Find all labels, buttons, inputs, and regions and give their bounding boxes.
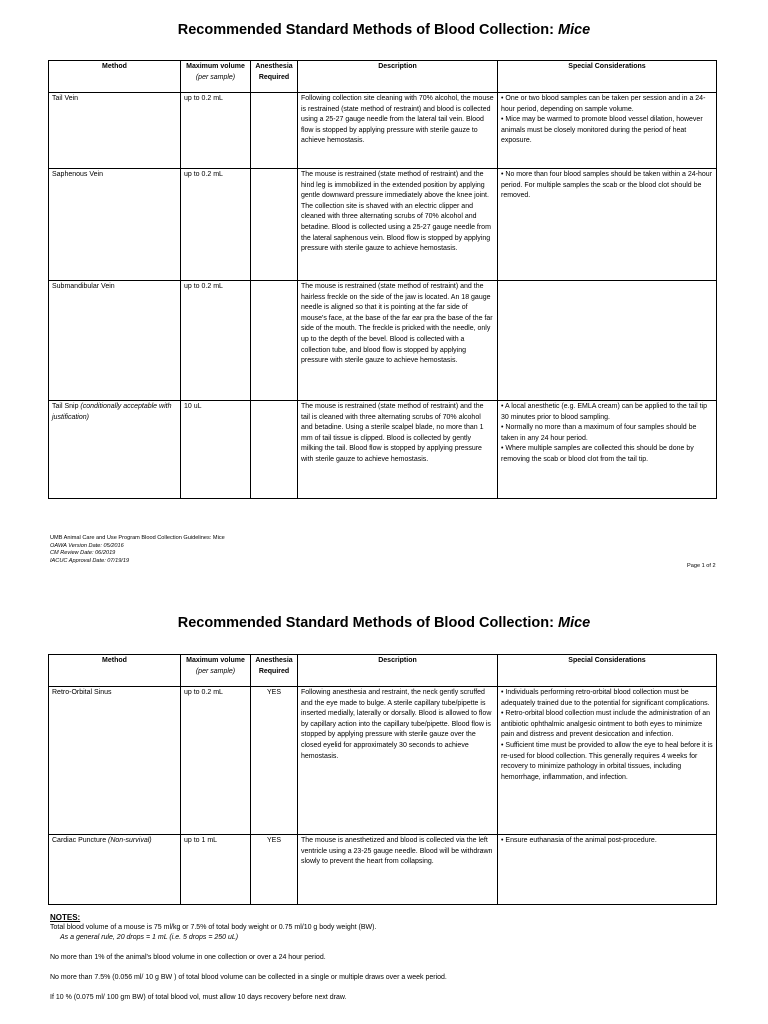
volume-cell: up to 0.2 mL [181,281,251,401]
volume-cell: up to 0.2 mL [181,169,251,281]
method-cell: Submandibular Vein [49,281,181,401]
anesthesia-cell [251,401,298,499]
method-cell: Tail Snip (conditionally acceptable with justification) [49,401,181,499]
special-cell [498,281,717,401]
description-cell: The mouse is restrained (state method of restraint) and the hind leg is immobilized in the extended position by applying gentle downward pressure immediately above the knee joint. The collection site is shaved with an electric clipper and cleaned with three alternating scrubs of 70% alcohol and betadine. Blood is collected using a 25-27 gauge needle from the lateral saphenous vein. Blood flow is stopped by applying pressure with sterile gauze to achieve hemostasis. [298,169,498,281]
description-cell: The mouse is restrained (state method of restraint) and the hairless freckle on the side of the jaw is located. An 18 gauge needle is aligned so that it is pointing at the far side of mouse's face, at the base of the far ear pra the base of the far side of the mouth. The freckle is pricked with the needle, only up to the depth of the bevel. Blood is collected with a collection tube, and blood flow is stopped by applying pressure with sterile gauze to achieve hemostasis. [298,281,498,401]
method-cell: Retro-Orbital Sinus [49,687,181,835]
method-cell: Cardiac Puncture (Non-survival) [49,835,181,905]
page2-title: Recommended Standard Methods of Blood Collection: Mice [177,615,591,631]
anesthesia-cell [251,281,298,401]
header-anesthesia: Anesthesia Required [251,61,298,93]
special-cell: • One or two blood samples can be taken per session and in a 24-hour period, depending on sample volume. • Mice may be warmed to promote blood vessel dilation, however animals must be closely monitored during the period of heat exposure. [498,93,717,169]
special-cell: • No more than four blood samples should be taken within a 24-hour period. For multiple samples the scab or the blood clot should be removed. [498,169,717,281]
header-description: Description [298,61,498,93]
header-max-volume: Maximum volume (per sample) [181,61,251,93]
volume-cell: up to 1 mL [181,835,251,905]
page-number: Page 1 of 2 [687,563,716,569]
page1-blood-collection-table [48,60,717,499]
anesthesia-cell [251,169,298,281]
note-line: No more than 7.5% (0.056 ml/ 10 g BW ) of total blood volume can be collected in a single or multiple draws over a week period. [50,974,447,981]
notes-header: NOTES: [50,913,81,922]
table-row [49,169,717,281]
header-max-volume: Maximum volume (per sample) [181,655,251,687]
table-row [49,835,717,905]
header-special-considerations: Special Considerations [498,655,717,687]
volume-cell: up to 0.2 mL [181,93,251,169]
description-cell: The mouse is anesthetized and blood is collected via the left ventricle using a 23-25 gauge needle. Blood will be withdrawn slowly to prevent the heart from collapsing. [298,835,498,905]
anesthesia-cell [251,93,298,169]
page2-blood-collection-table [48,654,717,905]
anesthesia-cell: YES [251,687,298,835]
table-row [49,401,717,499]
note-line: No more than 1% of the animal's blood volume in one collection or over a 24 hour period. [50,954,326,961]
note-line: As a general rule, 20 drops = 1 mL (i.e. 5 drops = 250 uL) [60,934,239,941]
special-cell: • Ensure euthanasia of the animal post-procedure. [498,835,717,905]
description-cell: Following anesthesia and restraint, the neck gently scruffed and the eye made to bulge. A sterile capillary tube/pipette is inserted medially, laterally or dorsally. Blood is allowed to flow by capillary action into the capillary tube/pipette. Blood flow is stopped by applying pressure with sterile gauze over the closed eyelid for approximately 30 seconds to achieve hemostasis. [298,687,498,835]
notes-section [50,913,730,1003]
special-cell: • Individuals performing retro-orbital blood collection must be adequately trained due to the potential for significant complications. • Retro-orbital blood collection must include the administration of an antibiotic ophthalmic analgesic ointment to both eyes to minimize pain and distress and prevent desiccation and infection. • Sufficient time must be provided to allow the eye to heal before it is re-used for blood collection. This generally requires 4 weeks for recovery to minimize pathology in orbital tissues, including hemorrhage, inflammation, and infection. [498,687,717,835]
table-row [49,281,717,401]
method-cell: Tail Vein [49,93,181,169]
header-method: Method [49,655,181,687]
page1-footer: UMB Animal Care and Use Program Blood Collection Guidelines: Mice OAWA Version Date: 05/2016 CM Review Date: 06/2019 IACUC Approval Date: 07/19/19 [50,535,225,564]
anesthesia-cell: YES [251,835,298,905]
note-line: If 10 % (0.075 ml/ 100 gm BW) of total blood vol, must allow 10 days recovery before next draw. [50,994,347,1001]
page1-title: Recommended Standard Methods of Blood Collection: Mice [177,22,591,38]
description-cell: The mouse is restrained (state method of restraint) and the tail is cleaned with three alternating scrubs of 70% alcohol and betadine. Using a sterile scalpel blade, no more than 1 mm of tail tissue is clipped. Blood is collected by gently milking the tail. Blood flow is stopped by applying pressure with sterile gauze to achieve hemostasis. [298,401,498,499]
header-anesthesia: Anesthesia Required [251,655,298,687]
table-row [49,93,717,169]
volume-cell: up to 0.2 mL [181,687,251,835]
description-cell: Following collection site cleaning with 70% alcohol, the mouse is restrained (state method of restraint) and blood is collected using a 25-27 gauge needle from the lateral tail vein. Blood flow is stopped by applying pressure with sterile gauze to achieve hemostasis. [298,93,498,169]
header-special-considerations: Special Considerations [498,61,717,93]
volume-cell: 10 uL [181,401,251,499]
method-cell: Saphenous Vein [49,169,181,281]
table-row [49,687,717,835]
note-line: Total blood volume of a mouse is 75 ml/kg or 7.5% of total body weight or 0.75 ml/10 g body weight (BW). [50,924,377,931]
header-method: Method [49,61,181,93]
header-description: Description [298,655,498,687]
special-cell: • A local anesthetic (e.g. EMLA cream) can be applied to the tail tip 30 minutes prior to blood sampling. • Normally no more than a maximum of four samples should be taken in any 24 hour period. • Where multiple samples are collected this should be done by removing the scab or blood clot from the tail tip. [498,401,717,499]
